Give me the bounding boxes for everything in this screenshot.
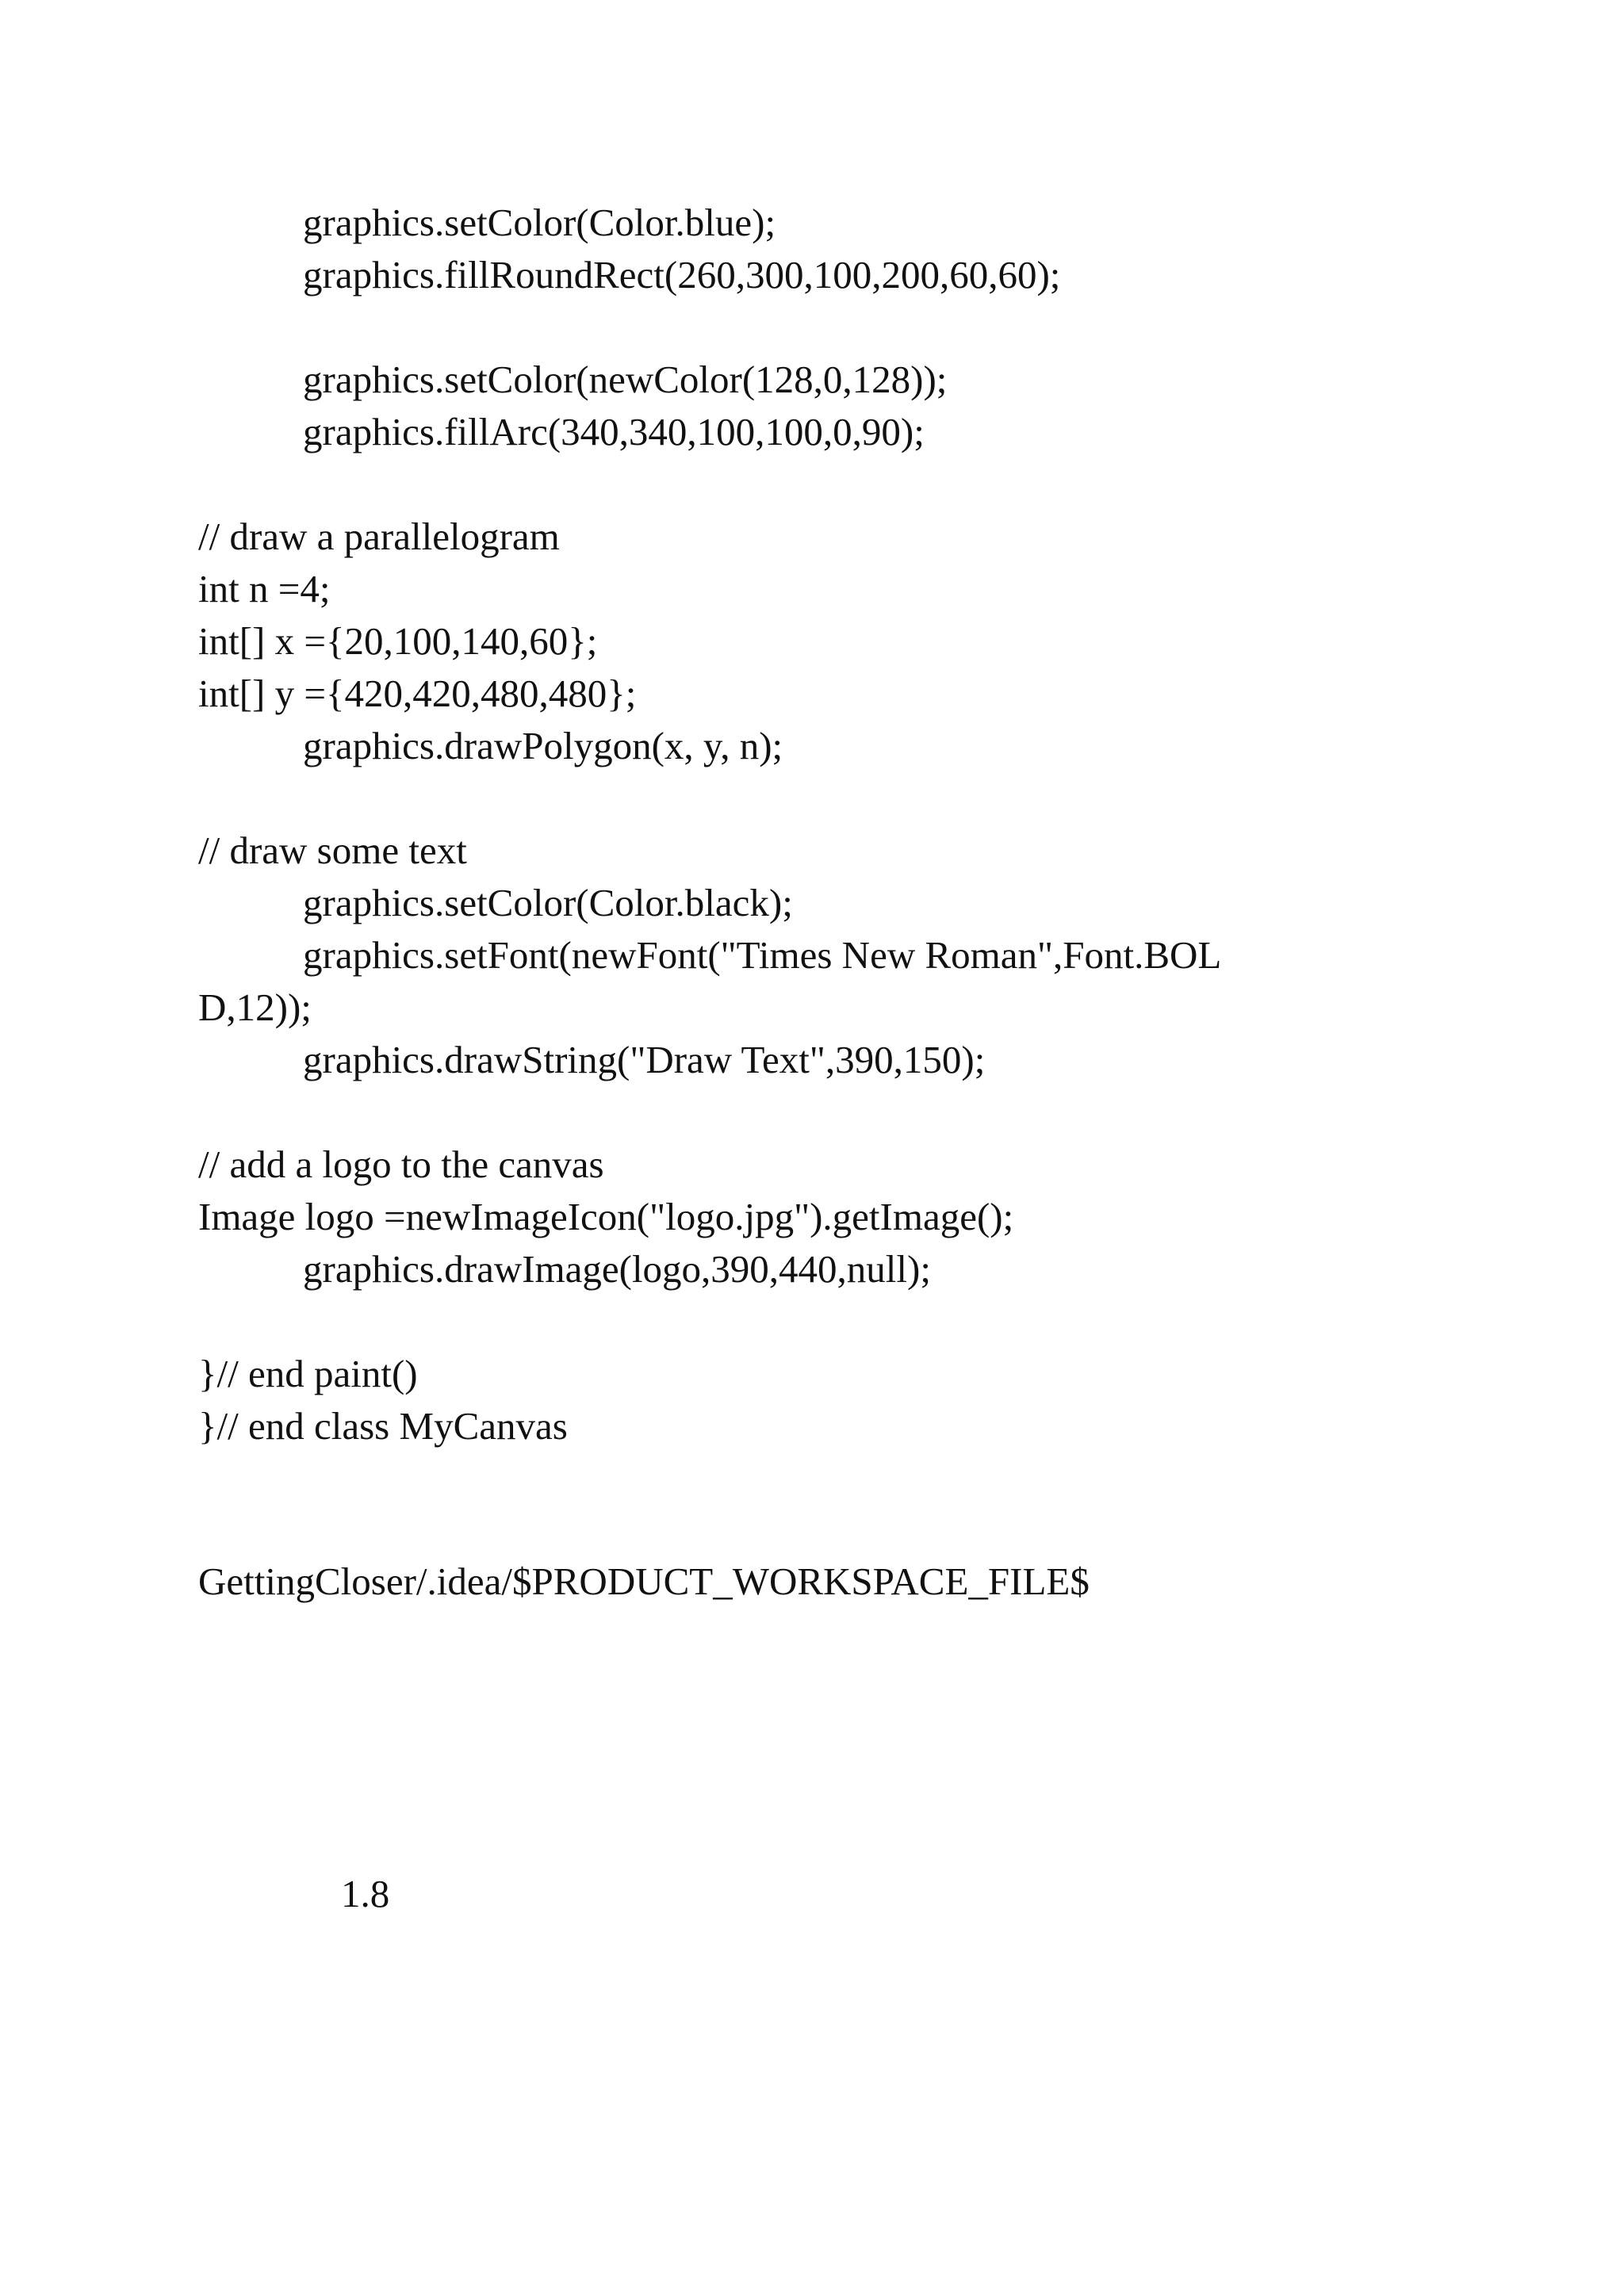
code-line: graphics.drawString("Draw Text",390,150);: [303, 1038, 986, 1081]
code-line: graphics.drawPolygon(x, y, n);: [303, 724, 783, 767]
code-comment: // add a logo to the canvas: [198, 1142, 604, 1186]
code-line: graphics.fillRoundRect(260,300,100,200,60,60);: [303, 253, 1061, 297]
code-line: Image logo =newImageIcon("logo.jpg").getImage();: [198, 1195, 1014, 1238]
code-line: }// end class MyCanvas: [198, 1404, 568, 1448]
code-line: D,12));: [198, 985, 312, 1029]
code-line: int[] y ={420,420,480,480};: [198, 672, 637, 715]
code-line: graphics.setColor(newColor(128,0,128));: [303, 358, 948, 401]
code-line: int n =4;: [198, 567, 331, 610]
code-line: graphics.setColor(Color.black);: [303, 881, 793, 924]
code-comment: // draw some text: [198, 828, 467, 872]
code-line: graphics.drawImage(logo,390,440,null);: [303, 1247, 931, 1291]
code-comment: // draw a parallelogram: [198, 515, 560, 558]
code-line: int[] x ={20,100,140,60};: [198, 619, 598, 663]
code-line: graphics.setColor(Color.blue);: [303, 201, 776, 244]
code-line: }// end paint(): [198, 1352, 418, 1395]
code-line: graphics.setFont(newFont("Times New Roman",Font.BOL: [303, 933, 1222, 977]
code-line: graphics.fillArc(340,340,100,100,0,90);: [303, 410, 925, 453]
version-number: 1.8: [341, 1872, 390, 1915]
file-path: GettingCloser/.idea/$PRODUCT_WORKSPACE_FILE$: [198, 1559, 1090, 1603]
